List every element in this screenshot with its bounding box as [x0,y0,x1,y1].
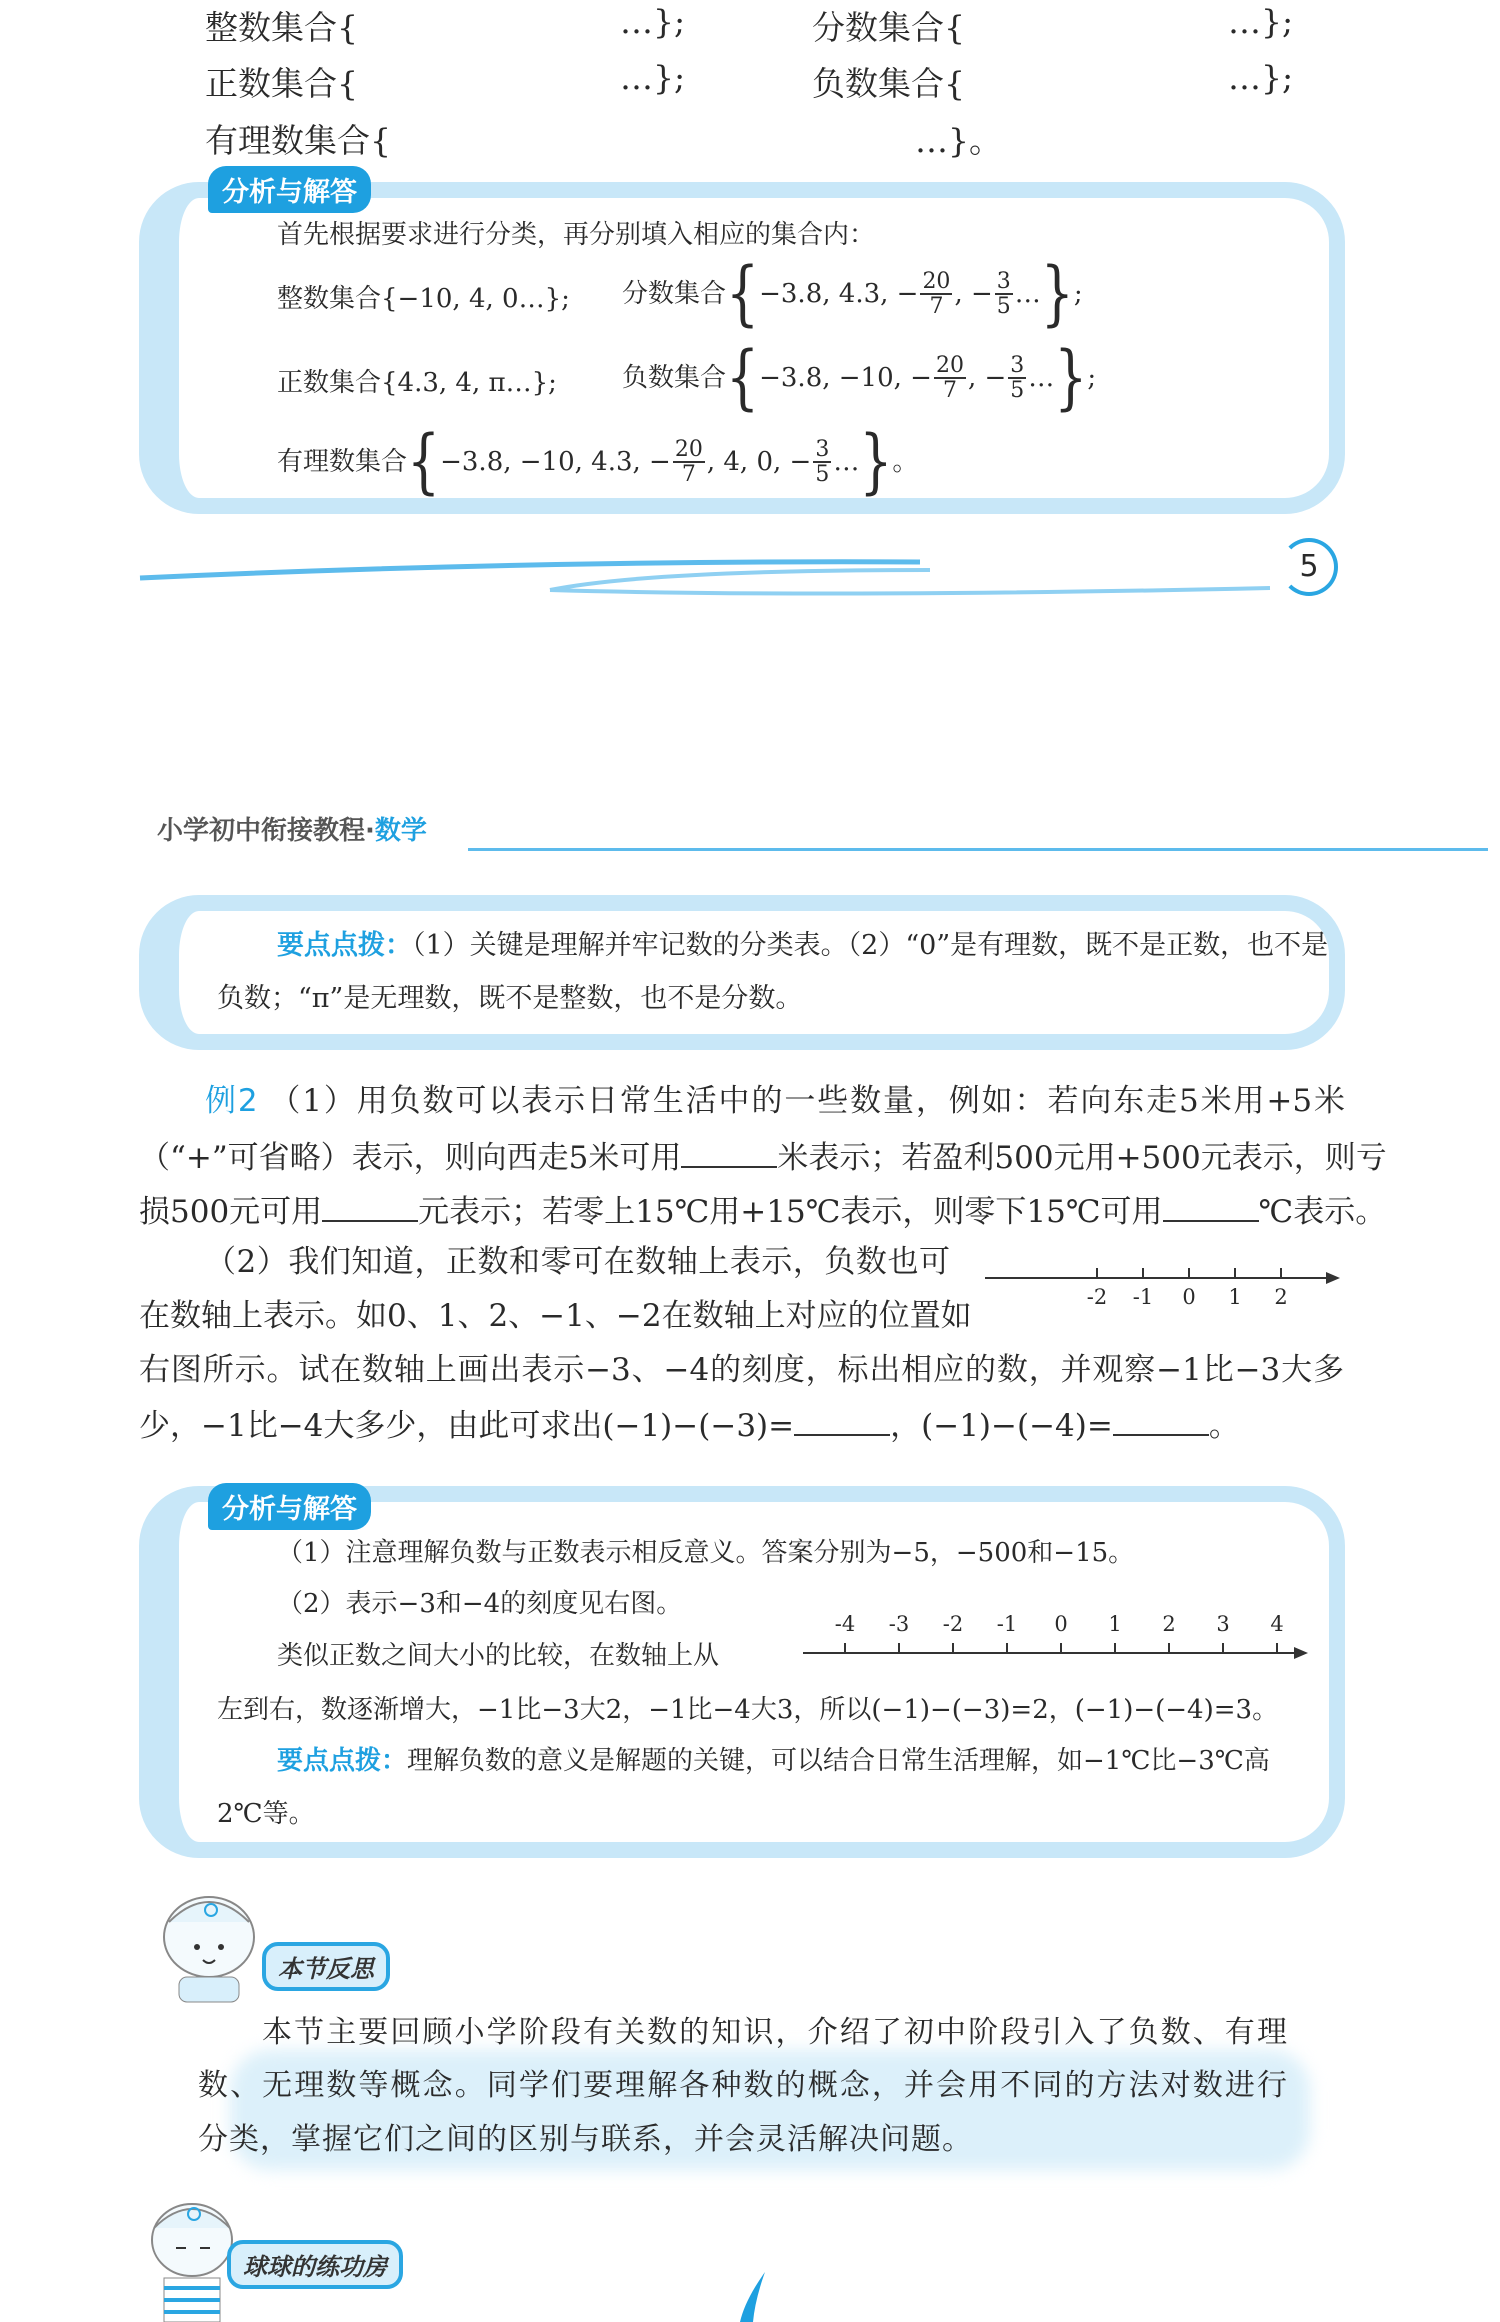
number-line-label: 2 [1274,1285,1288,1309]
answer-blank[interactable] [1113,1408,1209,1436]
number-line-tick [844,1643,846,1652]
set-label: 有理数集合 [277,447,408,477]
number-line-answer [803,1612,1308,1665]
set-content: −3.8, 4.3, − [759,279,919,309]
number-line-label: -1 [996,1612,1018,1636]
denominator: 7 [681,462,696,487]
arrow-right-icon [1294,1647,1308,1659]
example-text: 。 [1208,1408,1240,1444]
answer-blank[interactable] [1163,1194,1259,1222]
example-text: ℃表示。 [1258,1194,1387,1230]
tip-text: （1）关键是理解并牢记数的分类表。（2）“0”是有理数，既不是正数，也不是 [412,930,1329,961]
fraction [1008,354,1026,402]
set-content: −3.8, −10, − [759,363,932,393]
answer2-line6: 2℃等。 [217,1799,315,1829]
book-subject: 数学 [374,816,427,846]
numerator: 3 [996,268,1011,294]
number-line-label: 0 [1054,1612,1068,1636]
answer2-line4: 左到右，数逐渐增大，−1比−3大2，−1比−4大3，所以(−1)−(−3)=2，(−1)−(−4)=3。 [217,1695,1279,1725]
set-content: {−10, 4, 0…}; [381,284,570,314]
book-header [157,810,427,847]
set-content: , − [954,279,993,309]
answer1-negative [622,337,1097,419]
number-line-tick [1280,1268,1282,1277]
brace-close: } [1040,253,1074,335]
example2-line4: （2）我们知道，正数和零可在数轴上表示，负数也可 [205,1244,950,1280]
negative-set-label: 负数集合{ [812,64,965,103]
header-rule [468,848,1488,851]
example-text: 元表示；若零上15℃用+15℃表示，则零下15℃可用 [418,1194,1163,1230]
integer-set-end: …}; [620,2,686,41]
number-line-tick [952,1643,954,1652]
number-line-label: -2 [1086,1285,1108,1309]
blue-swoosh-decoration [735,2270,775,2322]
set-label: 正数集合 [277,368,382,398]
fraction [673,438,705,486]
tip-text: 理解负数的意义是解题的关键，可以结合日常生活理解，如−1℃比−3℃高 [407,1746,1270,1776]
answer1-rational [277,421,919,503]
number-line-tick [1142,1268,1144,1277]
number-line-axis [985,1277,1328,1279]
example2-line1 [205,1083,1345,1119]
answer1-integer [277,286,570,312]
fraction [920,270,952,318]
number-line-tick [1096,1268,1098,1277]
answer-blank[interactable] [322,1194,418,1222]
example2-line7 [139,1408,1240,1444]
denominator: 5 [815,462,830,487]
fraction [934,354,966,402]
tip-label: 要点点拨： [277,930,412,961]
number-line-label: -3 [888,1612,910,1636]
set-content: , − [967,363,1007,393]
example2-line6: 右图所示。试在数轴上画出表示−3、−4的刻度，标出相应的数，并观察−1比−3大多 [139,1352,1344,1388]
analysis-badge-1: 分析与解答 [208,166,371,213]
answer2-line1: （1）注意理解负数与正数表示相反意义。答案分别为−5，−500和−15。 [277,1538,1135,1568]
number-line-label: 2 [1162,1612,1176,1636]
answer-blank[interactable] [794,1408,890,1436]
denominator: 5 [996,294,1011,319]
fraction [995,270,1013,318]
number-line-label: -2 [942,1612,964,1636]
brace-open: { [726,337,760,419]
practice-label: 球球的练功房 [227,2240,403,2289]
punctuation: ; [1073,279,1083,309]
punctuation: 。 [892,447,919,477]
brace-open: { [407,421,441,503]
fraction-set-end: …}; [1228,2,1294,41]
number-line-label: 3 [1216,1612,1230,1636]
integer-set-label: 整数集合{ [205,8,358,47]
number-line-label: 1 [1228,1285,1242,1309]
number-line-tick [1114,1643,1116,1652]
number-line-label: 1 [1108,1612,1122,1636]
set-label: 分数集合 [622,279,727,309]
numerator: 3 [1010,352,1025,378]
positive-set-label: 正数集合{ [205,64,358,103]
number-line-tick [1234,1268,1236,1277]
answer1-intro: 首先根据要求进行分类，再分别填入相应的集合内： [277,220,876,250]
fraction [813,438,831,486]
example-text: （1）用负数可以表示日常生活中的一些数量，例如：若向东走5米用+5米 [269,1083,1345,1119]
book-title: 小学初中衔接教程· [157,816,375,846]
brace-close: } [1054,337,1088,419]
example2-line3 [139,1194,1387,1230]
denominator: 7 [929,294,944,319]
example2-line5: 在数轴上表示。如0、1、2、−1、−2在数轴上对应的位置如 [139,1298,972,1334]
analysis-badge-2: 分析与解答 [208,1483,371,1530]
reflection-line3: 分类，掌握它们之间的区别与联系，并会灵活解决问题。 [198,2122,973,2157]
rational-set-end: …}。 [915,121,1002,160]
tip-label: 要点点拨： [277,1746,408,1776]
tip1-line1 [277,932,1328,959]
denominator: 7 [942,378,957,403]
number-line-label: 4 [1270,1612,1284,1636]
answer2-line5 [277,1748,1270,1774]
number-line-tick [898,1643,900,1652]
example-text: （“+”可省略）表示，则向西走5米可用 [139,1140,682,1176]
numerator: 20 [674,436,703,462]
set-content: −3.8, −10, 4.3, − [440,447,671,477]
number-line-tick [1188,1268,1190,1277]
brace-open: { [726,253,760,335]
tip-box [139,895,1345,1050]
number-line-label: -1 [1132,1285,1154,1309]
mascot-cat-icon [139,1882,269,2007]
number-line-tick [1168,1643,1170,1652]
set-content: … [1014,279,1041,309]
brace-close: } [859,421,893,503]
set-label: 负数集合 [622,363,727,393]
number-line-tick [1276,1643,1278,1652]
number-line-tick [1006,1643,1008,1652]
example-text: ，(−1)−(−4)= [890,1408,1113,1444]
example-text: 米表示；若盈利500元用+500元表示，则亏 [777,1140,1387,1176]
positive-set-end: …}; [620,58,686,97]
answer2-line3: 类似正数之间大小的比较，在数轴上从 [277,1641,720,1671]
tip1-line2: 负数；“π”是无理数，既不是整数，也不是分数。 [217,983,803,1014]
denominator: 5 [1010,378,1025,403]
answer-blank[interactable] [681,1140,777,1168]
example-text: 损500元可用 [139,1194,323,1230]
example2-line2 [139,1140,1387,1176]
numerator: 20 [935,352,964,378]
number-line-label: 0 [1182,1285,1196,1309]
rational-set-label: 有理数集合{ [205,121,391,160]
numerator: 3 [815,436,830,462]
arrow-right-icon [1326,1272,1340,1284]
answer1-positive [277,370,557,396]
set-content: … [833,447,860,477]
reflection-line2: 数、无理数等概念。同学们要理解各种数的概念，并会用不同的方法对数进行 [198,2068,1288,2103]
reflection-line1: 本节主要回顾小学阶段有关数的知识，介绍了初中阶段引入了负数、有理 [262,2015,1288,2050]
number-line-example [985,1270,1340,1320]
number-line-label: -4 [834,1612,856,1636]
number-line-tick [1060,1643,1062,1652]
set-content: … [1028,363,1055,393]
page-number: 5 [1280,538,1338,596]
set-content: {4.3, 4, π…}; [381,368,557,398]
answer1-fraction [622,253,1083,335]
punctuation: ; [1087,363,1097,393]
negative-set-end: …}; [1228,58,1294,97]
answer2-line2: （2）表示−3和−4的刻度见右图。 [277,1589,683,1619]
example-text: 少，−1比−4大多少，由此可求出(−1)−(−3)= [139,1408,795,1444]
number-line-tick [1222,1643,1224,1652]
set-label: 整数集合 [277,284,382,314]
set-content: , 4, 0, − [706,447,812,477]
page-swoosh-decoration [130,540,1360,610]
example-label: 例2 [205,1083,258,1119]
fraction-set-label: 分数集合{ [812,8,965,47]
reflection-label: 本节反思 [262,1942,390,1991]
number-line-axis [803,1652,1296,1654]
numerator: 20 [922,268,951,294]
